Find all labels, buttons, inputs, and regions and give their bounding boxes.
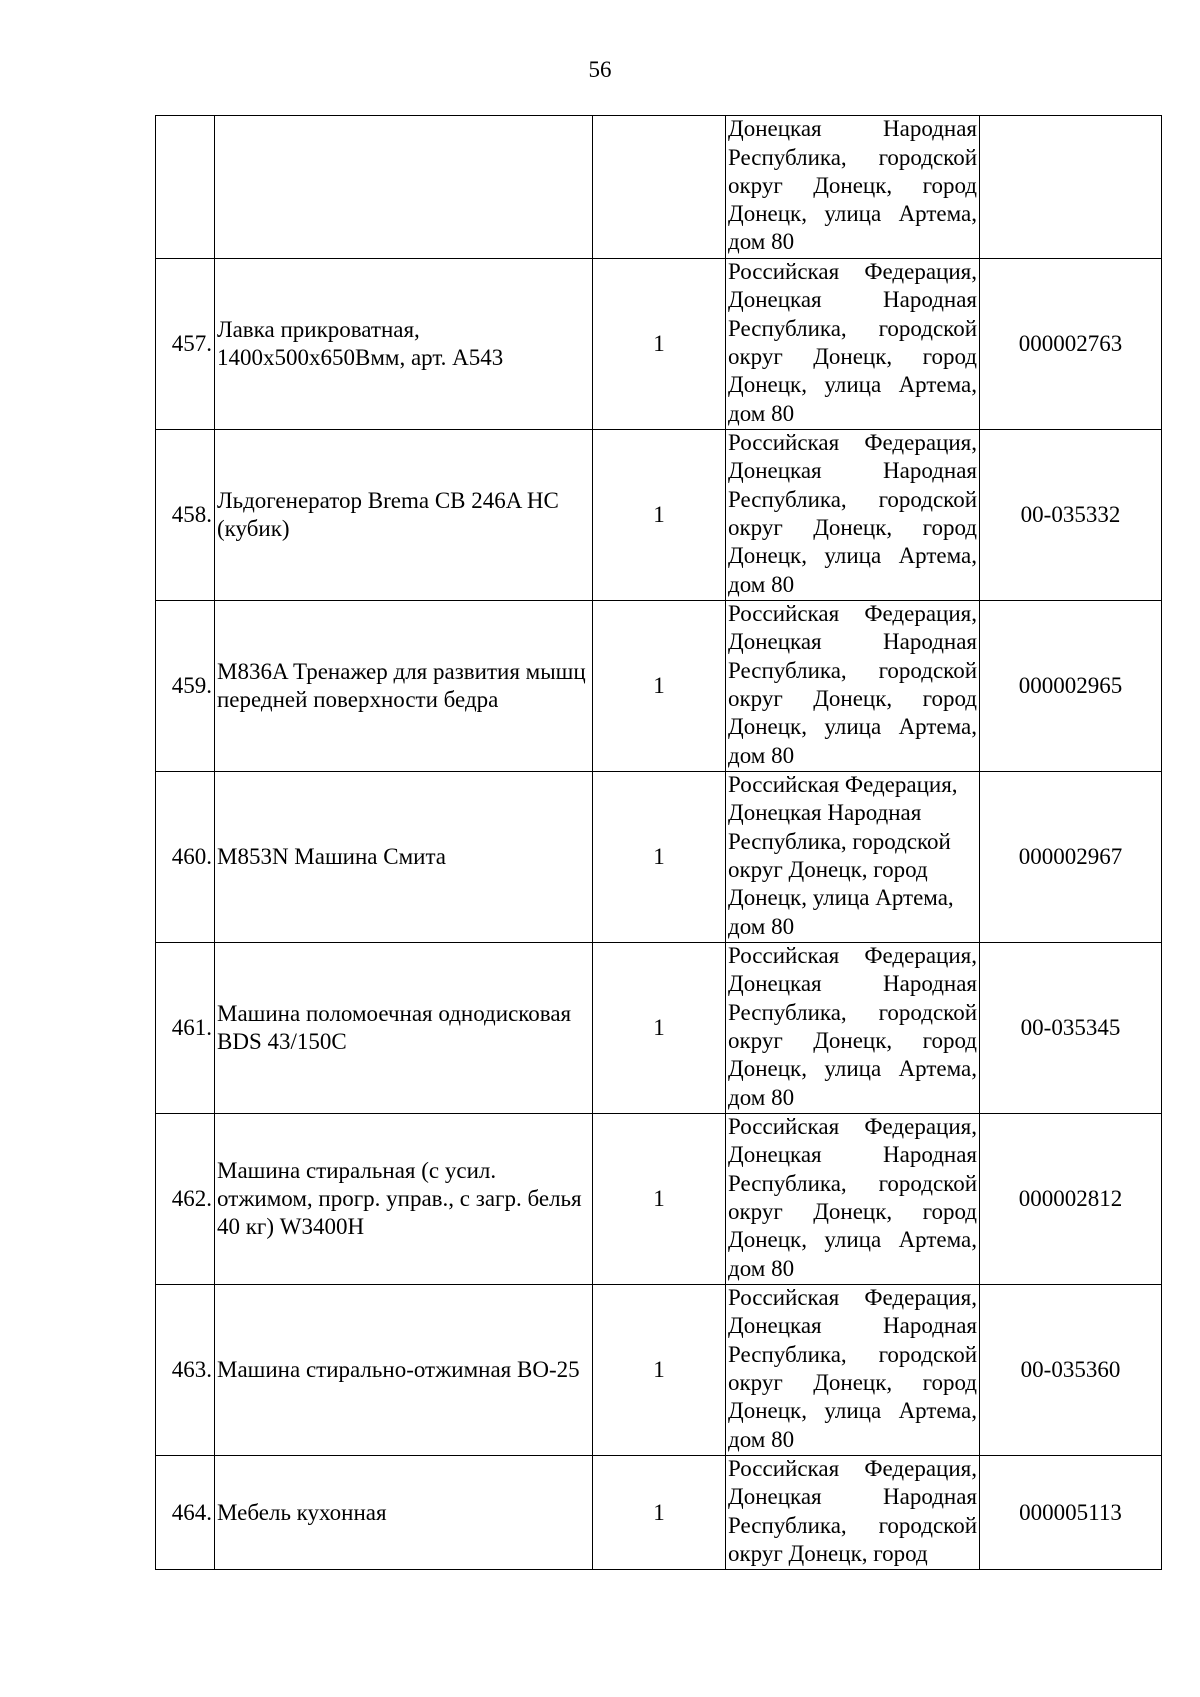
table-row [156, 943, 1162, 1114]
row-number: 463. [156, 1285, 215, 1456]
item-name: Машина поломоечная однодисковая BDS 43/150C [215, 943, 593, 1114]
item-name: Лавка прикроватная, 1400х500х650Вмм, арт. А543 [215, 259, 593, 430]
item-address-cell [726, 116, 980, 259]
table-row [156, 1285, 1162, 1456]
item-name: M836A Тренажер для развития мышц передней поверхности бедра [215, 601, 593, 772]
row-number: 461. [156, 943, 215, 1114]
row-number: 458. [156, 430, 215, 601]
inventory-code: 00-035345 [980, 943, 1162, 1114]
item-address-cell [726, 1285, 980, 1456]
item-address-cell [726, 772, 980, 943]
item-quantity [593, 116, 726, 259]
row-number: 464. [156, 1456, 215, 1570]
table-row [156, 1114, 1162, 1285]
item-quantity: 1 [593, 1456, 726, 1570]
table-row [156, 1456, 1162, 1570]
row-number: 460. [156, 772, 215, 943]
item-name: Машина стирально-отжимная ВО-25 [215, 1285, 593, 1456]
item-name: Мебель кухонная [215, 1456, 593, 1570]
item-quantity: 1 [593, 1285, 726, 1456]
inventory-code: 000002812 [980, 1114, 1162, 1285]
item-quantity: 1 [593, 430, 726, 601]
row-number: 462. [156, 1114, 215, 1285]
table-row [156, 430, 1162, 601]
item-address-cell [726, 430, 980, 601]
item-quantity: 1 [593, 772, 726, 943]
item-address-cell [726, 1114, 980, 1285]
inventory-code: 000005113 [980, 1456, 1162, 1570]
item-address-cell [726, 943, 980, 1114]
row-number: 459. [156, 601, 215, 772]
table-row [156, 116, 1162, 259]
item-address: Российская Федерация, Донецкая Народная Республика, городской округ Донецк, город Донецк, улица Артема, дом 80 [728, 601, 977, 768]
inventory-code: 000002965 [980, 601, 1162, 772]
item-address: Российская Федерация, Донецкая Народная Республика, городской округ Донецк, город [728, 1455, 977, 1566]
page-number: 56 [588, 57, 612, 82]
item-address: Донецкая Народная Республика, городской округ Донецк, город Донецк, улица Артема, дом 80 [728, 116, 977, 255]
item-address: Российская Федерация, Донецкая Народная Республика, городской округ Донецк, город Донецк, улица Артема, дом 80 [728, 772, 958, 939]
item-address-cell [726, 601, 980, 772]
table-row [156, 772, 1162, 943]
item-quantity: 1 [593, 259, 726, 430]
inventory-code: 000002763 [980, 259, 1162, 430]
item-name: Льдогенератор Brema CB 246A HC (кубик) [215, 430, 593, 601]
item-name: M853N Машина Смита [215, 772, 593, 943]
table-row [156, 259, 1162, 430]
item-quantity: 1 [593, 943, 726, 1114]
inventory-table [155, 115, 1162, 1570]
item-address: Российская Федерация, Донецкая Народная Республика, городской округ Донецк, город Донецк, улица Артема, дом 80 [728, 259, 977, 426]
row-number: 457. [156, 259, 215, 430]
item-quantity: 1 [593, 1114, 726, 1285]
item-address-cell [726, 1456, 980, 1570]
item-address: Российская Федерация, Донецкая Народная Республика, городской округ Донецк, город Донецк, улица Артема, дом 80 [728, 1285, 977, 1452]
item-address: Российская Федерация, Донецкая Народная Республика, городской округ Донецк, город Донецк, улица Артема, дом 80 [728, 430, 977, 597]
item-address: Российская Федерация, Донецкая Народная Республика, городской округ Донецк, город Донецк, улица Артема, дом 80 [728, 943, 977, 1110]
item-name: Машина стиральная (с усил. отжимом, прогр. управ., с загр. белья 40 кг) W3400H [215, 1114, 593, 1285]
item-name [215, 116, 593, 259]
table-row [156, 601, 1162, 772]
inventory-code: 00-035332 [980, 430, 1162, 601]
row-number [156, 116, 215, 259]
inventory-code [980, 116, 1162, 259]
item-quantity: 1 [593, 601, 726, 772]
item-address-cell [726, 259, 980, 430]
item-address: Российская Федерация, Донецкая Народная Республика, городской округ Донецк, город Донецк, улица Артема, дом 80 [728, 1114, 977, 1281]
inventory-code: 000002967 [980, 772, 1162, 943]
inventory-code: 00-035360 [980, 1285, 1162, 1456]
